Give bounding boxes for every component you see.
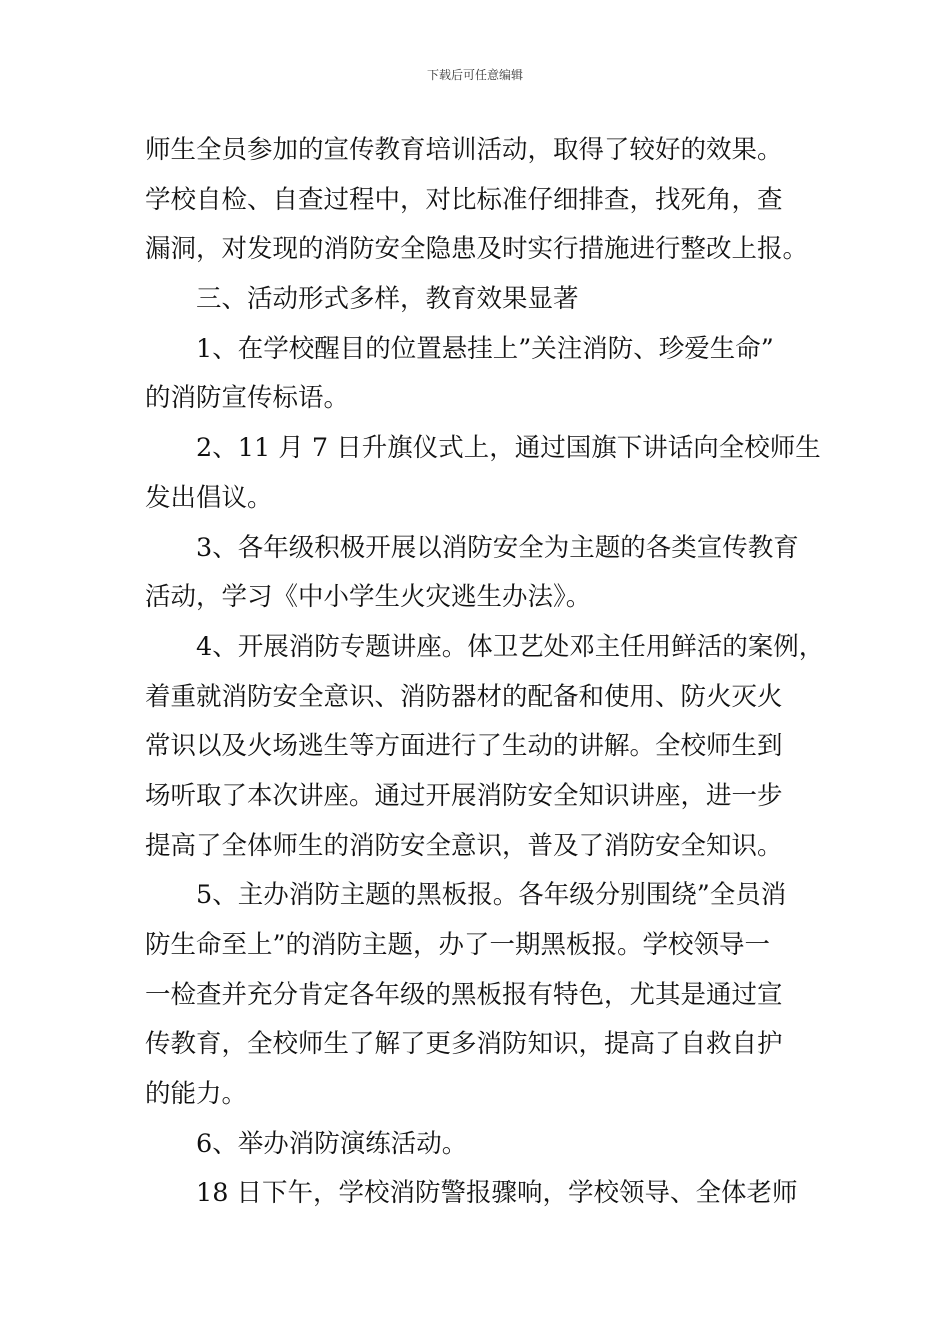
- text-line: 6、举办消防演练活动。: [196, 1128, 468, 1159]
- text-line: 师生全员参加的宣传教育培训活动，取得了较好的效果。: [145, 135, 783, 165]
- section-heading: 三、活动形式多样，教育效果显著: [196, 284, 579, 315]
- text-line: 漏洞，对发现的消防安全隐患及时实行措施进行整改上报。: [145, 234, 809, 265]
- text-line: 常识以及火场逃生等方面进行了生动的讲解。全校师生到: [145, 731, 783, 762]
- text-line: 活动，学习《中小学生火灾逃生办法》。: [145, 582, 592, 613]
- text-line: 5、主办消防主题的黑板报。各年级分别围绕”全员消: [196, 880, 787, 911]
- page-header: 下载后可任意编辑: [426, 68, 523, 82]
- document-body: [145, 126, 825, 1219]
- text-line: 传教育，全校师生了解了更多消防知识，提高了自救自护: [145, 1029, 783, 1060]
- text-line: 场听取了本次讲座。通过开展消防安全知识讲座，进一步: [145, 780, 783, 811]
- text-line: 提高了全体师生的消防安全意识，普及了消防安全知识。: [145, 830, 783, 861]
- text-line: 着重就消防安全意识、消防器材的配备和使用、防火灭火: [145, 681, 783, 712]
- text-line: 18 日下午，学校消防警报骤响，学校领导、全体老师: [196, 1178, 798, 1209]
- text-line: 1、在学校醒目的位置悬挂上”关注消防、珍爱生命”: [196, 333, 774, 364]
- text-line: 2、11 月 7 日升旗仪式上，通过国旗下讲话向全校师生: [196, 433, 821, 464]
- text-line: 4、开展消防专题讲座。体卫艺处邓主任用鲜活的案例，: [196, 631, 825, 662]
- text-line: 3、各年级积极开展以消防安全为主题的各类宣传教育: [196, 532, 799, 563]
- text-line: 学校自检、自查过程中，对比标准仔细排查，找死角，查: [145, 184, 783, 215]
- text-line: 发出倡议。: [145, 482, 273, 513]
- text-line: 的能力。: [145, 1079, 248, 1110]
- text-line: 防生命至上”的消防主题，办了一期黑板报。学校领导一: [145, 930, 771, 960]
- text-line: 一检查并充分肯定各年级的黑板报有特色，尤其是通过宣: [145, 979, 783, 1010]
- text-line: 的消防宣传标语。: [145, 383, 350, 414]
